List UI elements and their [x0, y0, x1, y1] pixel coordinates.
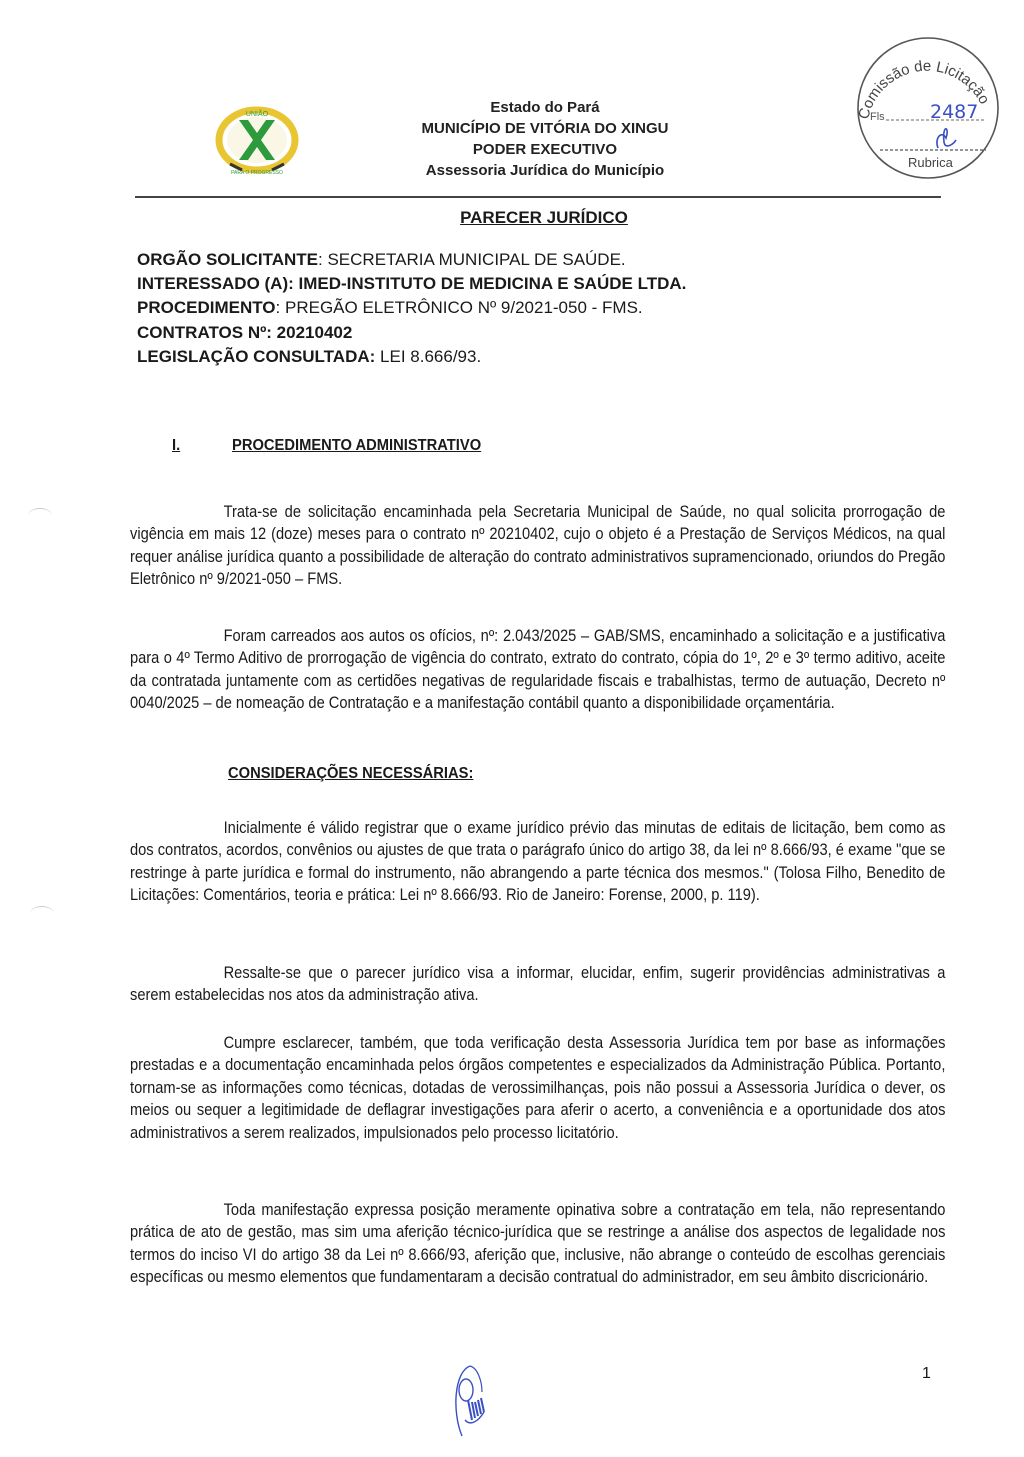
paragraph-1	[130, 501, 945, 591]
contratos-text: CONTRATOS Nº: 20210402	[137, 322, 353, 342]
letterhead-branch: PODER EXECUTIVO	[472, 141, 618, 158]
paragraph-3	[130, 817, 945, 907]
case-info-block	[137, 248, 686, 369]
logo-text-top: UNIÃO	[245, 111, 269, 118]
paragraph-1-text: Trata-se de solicitação encaminhada pela Secretaria Municipal de Saúde, no qual solicita prorrogação de vigência em mais 12 (doze) meses para o contrato nº 20210402, cujo o objeto é a Prestação de Serviços Médicos, na qual requer análise jurídica quanto a possibilidade de alteração do contrato administrativos supramencionado, oriundos do Pregão Eletrônico nº 9/2021-050 – FMS.	[130, 503, 946, 589]
logo-text-bottom: PARA O PROGRESSO	[231, 170, 283, 176]
procedimento-label: PROCEDIMENTO	[137, 298, 276, 318]
municipal-coat-of-arms-logo	[212, 104, 302, 176]
interessado-text: INTERESSADO (A): IMED-INSTITUTO DE MEDICINA E SAÚDE LTDA.	[137, 274, 687, 294]
letterhead	[380, 97, 710, 181]
document-title: PARECER JURÍDICO	[460, 208, 628, 227]
paragraph-6-text: Toda manifestação expressa posição meramente opinativa sobre a contratação em tela, não representando prática de ato de gestão, mas sim uma aferição técnico-jurídica que se restringe a análise dos aspectos de legalidade nos termos do inciso VI do artigo 38 da Lei nº 8.666/93, aferição que, inclusive, não abrange o conteúdo de escolhas gerenciais específicas ou mesmo elementos que fundamentaram a decisão contratual do administrador, em seu âmbito discricionário.	[130, 1201, 946, 1287]
header-divider	[135, 196, 941, 198]
legislacao-label: LEGISLAÇÃO CONSULTADA:	[137, 346, 376, 366]
orgao-value: : SECRETARIA MUNICIPAL DE SAÚDE.	[318, 250, 626, 269]
binder-hole-mark	[28, 508, 52, 523]
paragraph-2	[130, 625, 945, 715]
binder-hole-mark	[30, 906, 54, 921]
procedimento-value: : PREGÃO ELETRÔNICO Nº 9/2021-050 - FMS.	[275, 298, 643, 318]
section-heading-consideracoes: CONSIDERAÇÕES NECESSÁRIAS:	[228, 765, 474, 782]
orgao-label: ORGÃO SOLICITANTE	[137, 250, 319, 269]
signature-initials	[448, 1362, 498, 1442]
paragraph-5	[130, 1032, 945, 1144]
section-number: I.	[172, 437, 181, 454]
info-orgao	[137, 248, 686, 272]
stamp-rubrica-label: Rubrica	[908, 155, 953, 170]
letterhead-municipality: MUNICÍPIO DE VITÓRIA DO XINGU	[421, 120, 669, 137]
paragraph-4-text: Ressalte-se que o parecer jurídico visa a informar, elucidar, enfim, sugerir providências administrativas a serem estabelecidas nos atos da administração ativa.	[130, 964, 946, 1005]
paragraph-5-text: Cumpre esclarecer, também, que toda verificação desta Assessoria Jurídica tem por base as informações prestadas e a documentação encaminhada pelos órgãos competentes e especializados da Administração Pública. Portanto, tornam-se as informações como técnicas, dotadas de verossimilhanças, pois não possui a Assessoria Jurídica o dever, os meios ou sequer a legitimidade de deflagrar investigações para aferir o acerto, a conveniência e a oportunidade dos atos administrativos a serem realizados, impulsionados pelo processo licitatório.	[130, 1034, 946, 1142]
letterhead-state: Estado do Pará	[490, 99, 600, 116]
paragraph-4	[130, 962, 945, 1007]
letterhead-department: Assessoria Jurídica do Município	[425, 162, 665, 179]
info-legislacao	[137, 345, 686, 369]
info-interessado	[137, 272, 686, 296]
page-number: 1	[922, 1365, 931, 1382]
paragraph-2-text: Foram carreados aos autos os ofícios, nº: 2.043/2025 – GAB/SMS, encaminhado a solicitação e a justificativa para o 4º Termo Aditivo de prorrogação de vigência do contrato, extrato do contrato, cópia do 1º, 2º e 3º termo aditivo, aceite da contratada juntamente com as certidões negativas de regularidade fiscais e trabalhistas, termo de autuação, Decreto nº 0040/2025 – de nomeação de Contratação e a manifestação contábil quanto a disponibilidade orçamentária.	[130, 627, 946, 713]
commission-stamp	[846, 30, 1006, 185]
stamp-arc-text: Comissão de Licitação	[855, 57, 993, 122]
info-procedimento	[137, 296, 686, 320]
paragraph-6	[130, 1199, 945, 1289]
legislacao-value: LEI 8.666/93.	[375, 346, 482, 366]
stamp-page-number: 2487	[930, 101, 979, 123]
paragraph-3-text: Inicialmente é válido registrar que o exame jurídico prévio das minutas de editais de licitação, bem como as dos contratos, acordos, convênios ou ajustes de que trata o parágrafo único do artigo 38, da lei nº 8.666/93, é exame "que se restringe à parte jurídica e formal do instrumento, não abrangendo a parte técnica dos mesmos." (Tolosa Filho, Benedito de Licitações: Comentários, teoria e prática: Lei nº 8.666/93. Rio de Janeiro: Forense, 2000, p. 119).	[130, 819, 946, 905]
info-contratos	[137, 321, 686, 345]
stamp-fls-label: Fls	[870, 111, 885, 123]
section-heading-procedimento: PROCEDIMENTO ADMINISTRATIVO	[232, 437, 482, 454]
